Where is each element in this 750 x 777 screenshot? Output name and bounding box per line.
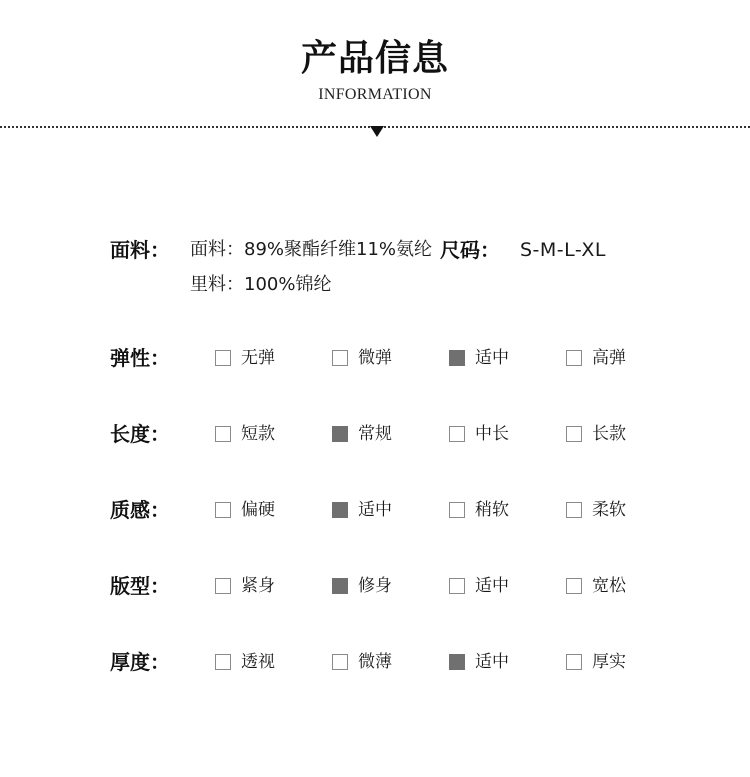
option-label: 微薄 (358, 652, 392, 672)
option-label: 紧身 (241, 576, 275, 596)
checkbox[interactable] (332, 654, 348, 670)
option-label: 常规 (358, 424, 392, 444)
option-fit-3[interactable] (566, 574, 626, 598)
option-label: 稍软 (475, 500, 509, 520)
option-label: 适中 (475, 576, 509, 596)
checkbox[interactable] (215, 654, 231, 670)
option-label: 适中 (475, 348, 509, 368)
option-length-3[interactable] (566, 422, 626, 446)
option-label: 长款 (592, 424, 626, 444)
checkbox[interactable] (449, 426, 465, 442)
checkbox[interactable] (215, 578, 231, 594)
attr-label-elasticity: 弹性： (110, 346, 170, 370)
fabric-lining-text: 里料：100%锦纶 (190, 274, 332, 295)
attr-label-length: 长度： (110, 422, 170, 446)
option-fit-0[interactable] (215, 574, 275, 598)
checkbox-checked[interactable] (332, 578, 348, 594)
option-thickness-2[interactable] (449, 650, 509, 674)
option-label: 偏硬 (241, 500, 275, 520)
attr-label-fit: 版型： (110, 574, 170, 598)
option-elasticity-1[interactable] (332, 346, 392, 370)
fabric-outer-text: 面料：89%聚酯纤维11%氨纶 (190, 239, 433, 260)
option-fit-2[interactable] (449, 574, 509, 598)
option-fit-1[interactable] (332, 574, 392, 598)
checkbox[interactable] (566, 502, 582, 518)
checkbox[interactable] (332, 350, 348, 366)
checkbox-checked[interactable] (449, 350, 465, 366)
checkbox[interactable] (566, 654, 582, 670)
checkbox[interactable] (449, 578, 465, 594)
page-subtitle: INFORMATION (318, 86, 432, 103)
option-label: 微弹 (358, 348, 392, 368)
option-elasticity-0[interactable] (215, 346, 275, 370)
option-label: 厚实 (592, 652, 626, 672)
option-texture-3[interactable] (566, 498, 626, 522)
option-label: 短款 (241, 424, 275, 444)
checkbox[interactable] (215, 350, 231, 366)
option-thickness-0[interactable] (215, 650, 275, 674)
option-label: 中长 (475, 424, 509, 444)
checkbox[interactable] (449, 502, 465, 518)
page-title: 产品信息 (300, 38, 449, 79)
checkbox[interactable] (566, 578, 582, 594)
checkbox-checked[interactable] (332, 426, 348, 442)
option-elasticity-3[interactable] (566, 346, 626, 370)
checkbox[interactable] (566, 350, 582, 366)
option-label: 无弹 (241, 348, 275, 368)
option-label: 高弹 (592, 348, 626, 368)
option-label: 适中 (358, 500, 392, 520)
checkbox[interactable] (215, 426, 231, 442)
option-thickness-1[interactable] (332, 650, 392, 674)
option-label: 柔软 (592, 500, 626, 520)
option-length-0[interactable] (215, 422, 275, 446)
option-thickness-3[interactable] (566, 650, 626, 674)
option-length-2[interactable] (449, 422, 509, 446)
checkbox-checked[interactable] (332, 502, 348, 518)
option-texture-1[interactable] (332, 498, 392, 522)
option-texture-2[interactable] (449, 498, 509, 522)
triangle-down-icon (370, 126, 384, 137)
checkbox-checked[interactable] (449, 654, 465, 670)
attr-label-thickness: 厚度： (110, 650, 170, 674)
option-label: 透视 (241, 652, 275, 672)
option-label: 宽松 (592, 576, 626, 596)
option-length-1[interactable] (332, 422, 392, 446)
option-texture-0[interactable] (215, 498, 275, 522)
size-value: S-M-L-XL (520, 239, 606, 261)
option-label: 适中 (475, 652, 509, 672)
fabric-label: 面料： (110, 238, 170, 262)
size-label: 尺码： (440, 238, 500, 262)
attr-label-texture: 质感： (110, 498, 170, 522)
checkbox[interactable] (566, 426, 582, 442)
option-label: 修身 (358, 576, 392, 596)
checkbox[interactable] (215, 502, 231, 518)
option-elasticity-2[interactable] (449, 346, 509, 370)
